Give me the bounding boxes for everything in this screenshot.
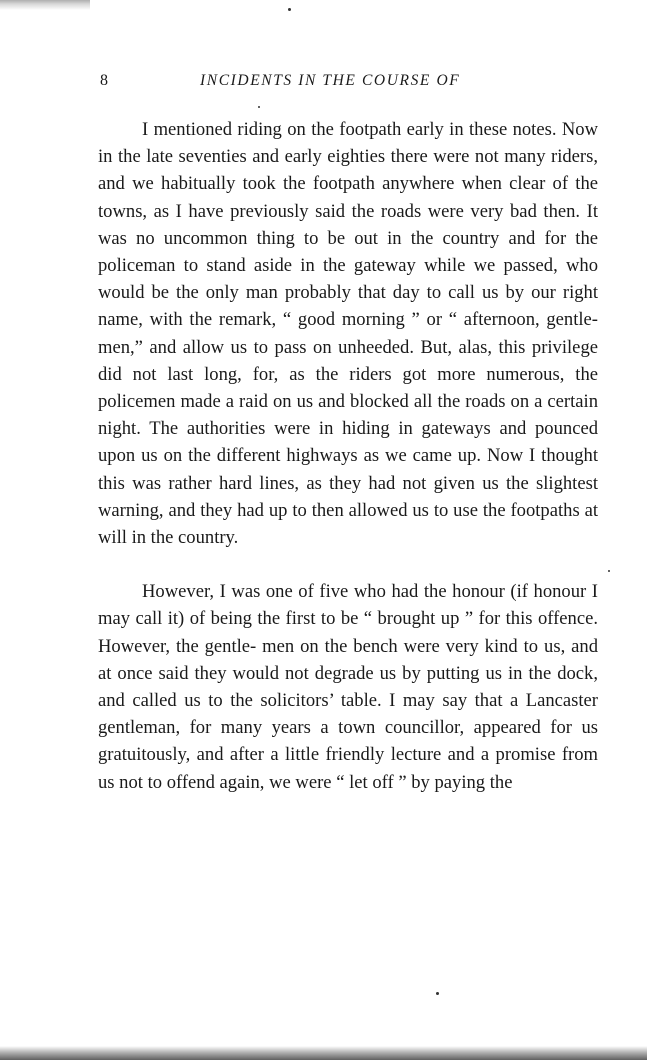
paragraph: However, I was one of five who had the honour (if honour I may call it) of being the first to be “ brought up ” for this offence. However, the gentle- men on the bench were very kind to us, and at once said they would not degrade us by putting us in the dock, and called us to the solicitors’ table. I may say that a Lancaster gentleman, for many years a town councillor, appeared for us gratuitously, and after a little friendly lecture and a promise from us not to offend again, we were “ let off ” by paying the bbox=[98, 581, 598, 793]
running-head: INCIDENTS IN THE COURSE OF bbox=[200, 72, 461, 89]
scan-speck bbox=[436, 992, 439, 995]
scan-shadow-bottom bbox=[0, 1046, 647, 1060]
scan-speck bbox=[288, 8, 291, 11]
scan-shadow-top bbox=[0, 0, 90, 10]
body-text bbox=[98, 116, 598, 796]
scan-speck bbox=[258, 106, 260, 108]
scan-speck bbox=[608, 570, 610, 572]
paragraph: I mentioned riding on the footpath early in these notes. Now in the late seventies and early eighties there were not many riders, and we habitually took the footpath anywhere when clear of the towns, as I have previously said the roads were very bad then. It was no uncommon thing to be out in the country and for the policeman to stand aside in the gateway while we passed, who would be the only man probably that day to call us by our right name, with the remark, “ good morning ” or “ afternoon, gentle- men,” and allow us to pass on unheeded. But, alas, this privilege did not last long, for, as the riders got more numerous, the policemen made a raid on us and blocked all the roads on a certain night. The authorities were in hiding in gateways and pounced upon us on the different highways as we came up. Now I thought this was rather hard lines, as they had not given us the slightest warning, and they had up to then allowed us to use the footpaths at will in the country. bbox=[98, 119, 598, 549]
page-number: 8 bbox=[100, 72, 108, 89]
page-header bbox=[100, 72, 600, 96]
